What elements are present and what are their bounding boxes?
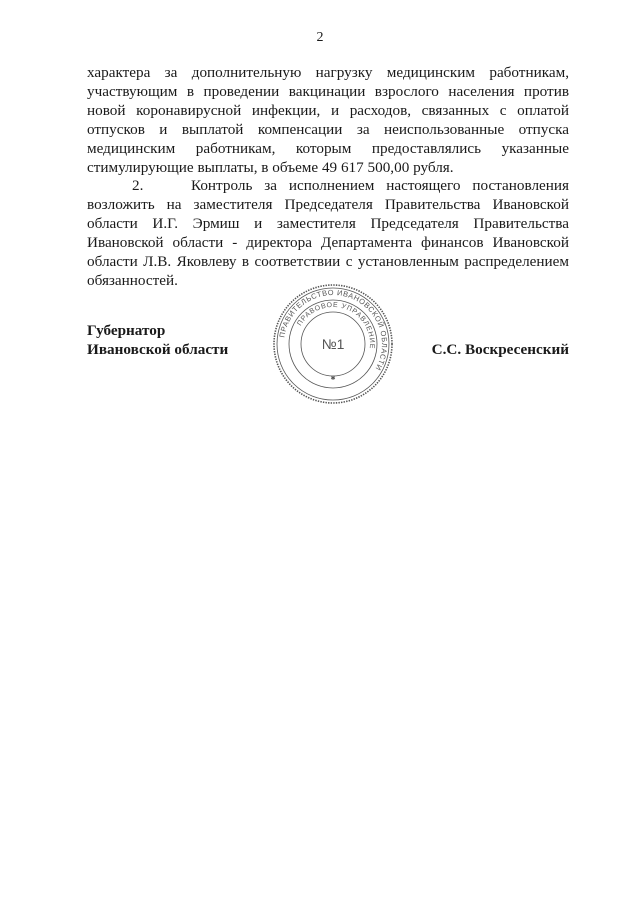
- signatory-title-line: Губернатор: [87, 322, 166, 339]
- paragraph-1: [87, 64, 569, 177]
- document-body: [87, 64, 569, 291]
- text-line: отпусков и выплатой компенсации за неиспользованные отпуска: [87, 120, 569, 138]
- text-line: возложить на заместителя Председателя Правительства Ивановской: [87, 196, 569, 214]
- text-line: области И.Г. Эрмиш и заместителя Председателя Правительства: [87, 215, 569, 233]
- text-line: новой коронавирусной инфекции, и расходов, связанных с оплатой: [87, 101, 569, 119]
- text-line: участвующим в проведении вакцинации взрослого населения против: [87, 82, 569, 100]
- seal-inner-text: ПРАВОВОЕ УПРАВЛЕНИЕ: [296, 301, 376, 350]
- text-line: стимулирующие выплаты, в объеме 49 617 500,00 рубля.: [87, 158, 454, 176]
- text-line: области Л.В. Яковлеву в соответствии с установленным распределением: [87, 253, 569, 271]
- signatory-name: С.С. Воскресенский: [431, 341, 569, 358]
- official-seal: [272, 283, 394, 405]
- seal-star-icon: ✱: [330, 376, 336, 382]
- paragraph-2: [87, 177, 569, 290]
- text-line: характера за дополнительную нагрузку медицинским работникам,: [87, 64, 569, 81]
- signatory-title: [87, 321, 228, 359]
- text-line: Ивановской области - директора Департамента финансов Ивановской: [87, 234, 569, 252]
- seal-number: №1: [321, 336, 345, 352]
- seal-graphic: [272, 283, 394, 405]
- page-number: 2: [316, 30, 324, 45]
- seal-outer-text: ПРАВИТЕЛЬСТВО ИВАНОВСКОЙ ОБЛАСТИ: [277, 287, 390, 373]
- text-line: обязанностей.: [87, 271, 178, 289]
- text-line: медицинским работникам, которым предоставлялись указанные: [87, 139, 569, 157]
- text-line: 2. Контроль за исполнением настоящего постановления: [132, 177, 569, 195]
- signatory-title-line: Ивановской области: [87, 341, 229, 358]
